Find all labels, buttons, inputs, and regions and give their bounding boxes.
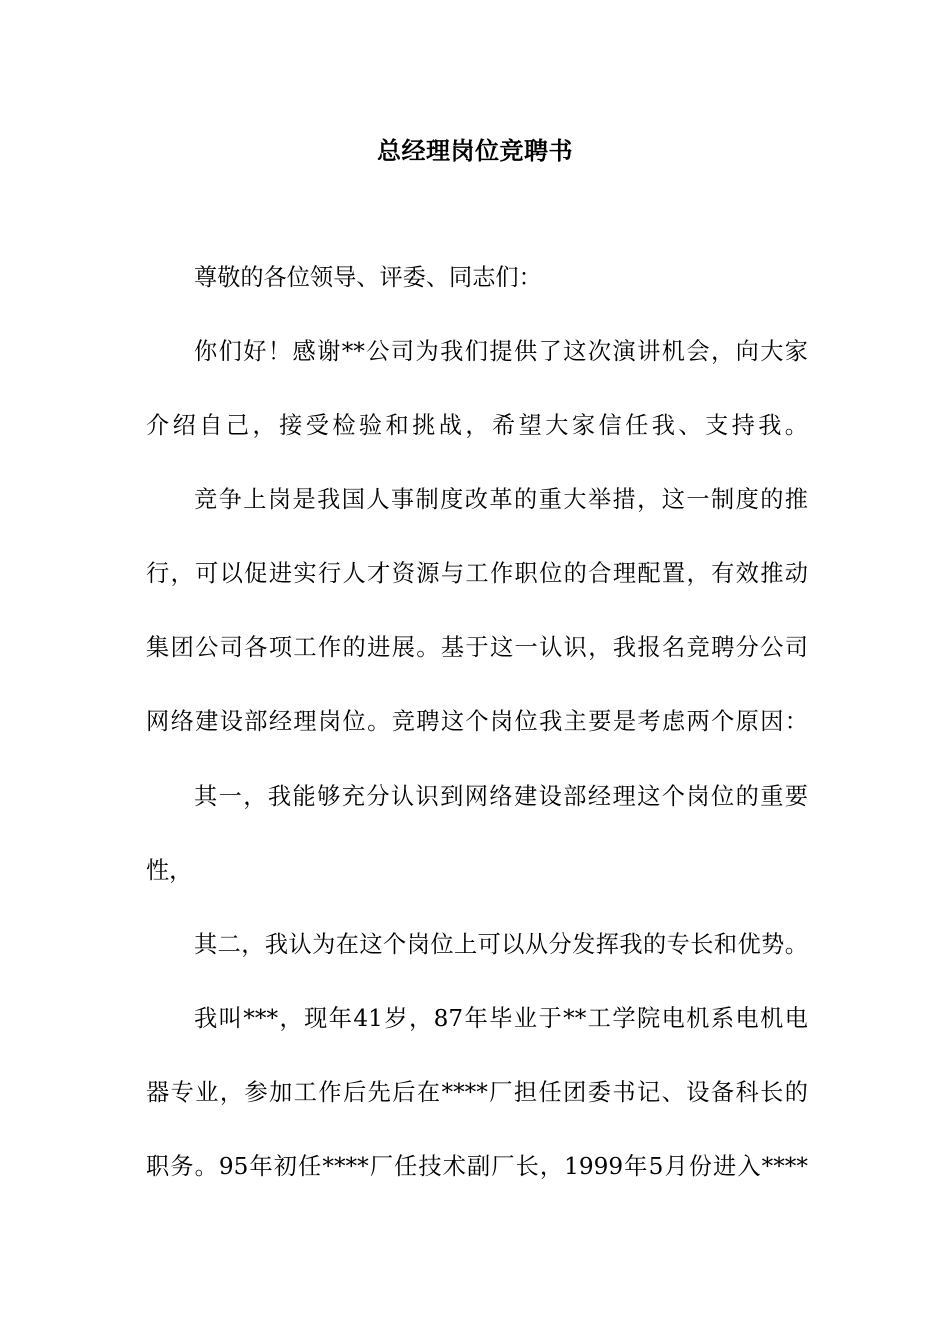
salutation-line: 尊敬的各位领导、评委、同志们： [194, 264, 542, 291]
paragraph-line: 行，可以促进实行人才资源与工作职位的合理配置，有效推动 [146, 560, 808, 587]
paragraph-line: 其一，我能够充分认识到网络建设部经理这个岗位的重要 [194, 783, 808, 810]
paragraph-line: 竞争上岗是我国人事制度改革的重大举措，这一制度的推 [194, 486, 808, 513]
paragraph-line: 集团公司各项工作的进展。基于这一认识，我报名竞聘分公司 [146, 634, 808, 661]
paragraph-line: 介绍自己，接受检验和挑战，希望大家信任我、支持我。 [146, 412, 808, 439]
paragraph-line: 性， [146, 857, 193, 884]
document-title: 总经理岗位竞聘书 [377, 137, 573, 165]
paragraph-line: 我叫***，现年41岁，87年毕业于**工学院电机系电机电 [194, 1005, 808, 1032]
paragraph-line: 你们好！感谢**公司为我们提供了这次演讲机会，向大家 [194, 338, 808, 365]
paragraph-line: 器专业，参加工作后先后在****厂担任团委书记、设备科长的 [146, 1079, 808, 1106]
paragraph-line: 职务。95年初任****厂任技术副厂长，1999年5月份进入**** [146, 1153, 808, 1180]
paragraph-line: 网络建设部经理岗位。竞聘这个岗位我主要是考虑两个原因： [146, 708, 808, 735]
paragraph-line: 其二，我认为在这个岗位上可以从分发挥我的专长和优势。 [194, 931, 808, 958]
